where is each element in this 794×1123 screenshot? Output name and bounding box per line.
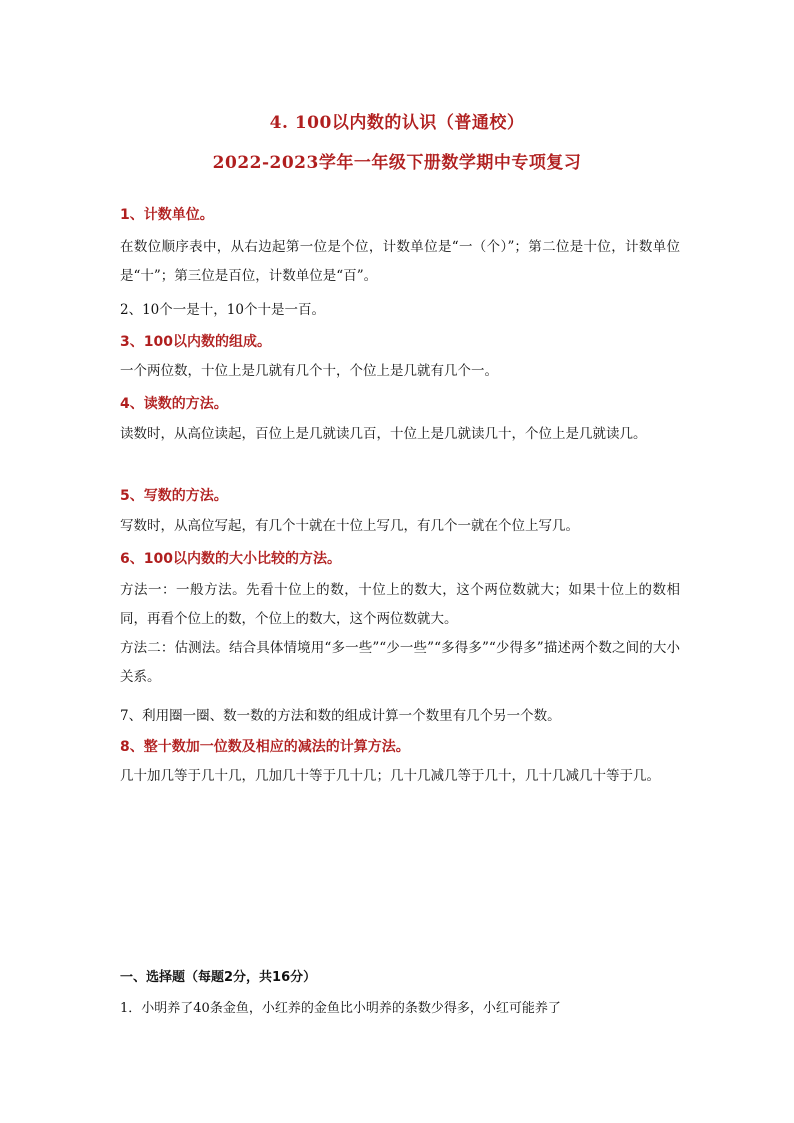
section-1 xyxy=(120,205,680,225)
section-1-body xyxy=(120,233,680,291)
section-4-heading: 4、读数的方法。 xyxy=(120,396,228,412)
section-5-heading: 5、写数的方法。 xyxy=(120,488,228,504)
section-3-body xyxy=(120,357,680,386)
section-4 xyxy=(120,394,680,414)
section-5 xyxy=(120,486,680,506)
section-7 xyxy=(120,702,680,731)
section-6-method-1: 方法一：一般方法。先看十位上的数，十位上的数大，这个两位数就大；如果十位上的数相同，再看个位上的数，个位上的数大，这个两位数就大。 xyxy=(120,582,680,627)
section-4-text: 读数时，从高位读起，百位上是几就读几百，十位上是几就读几十，个位上是几就读几。 xyxy=(120,426,647,442)
document-title: 4. 100以内数的认识（普通校） xyxy=(269,113,525,133)
section-3 xyxy=(120,332,680,352)
question-section-heading: 一、选择题（每题2分，共16分） xyxy=(120,970,317,985)
section-3-text: 一个两位数，十位上是几就有几个十，个位上是几就有几个一。 xyxy=(120,363,498,379)
section-8-text: 几十加几等于几十几，几加几十等于几十几；几十几减几等于几十，几十几减几十等于几。 xyxy=(120,768,660,784)
section-6 xyxy=(120,549,680,569)
section-3-heading: 3、100以内数的组成。 xyxy=(120,334,271,350)
section-6-method-2: 方法二：估测法。结合具体情境用“多一些”“少一些”“多得多”“少得多”描述两个数之间的大小关系。 xyxy=(120,640,680,685)
section-8 xyxy=(120,737,680,757)
section-6-body xyxy=(120,576,680,692)
section-5-text: 写数时，从高位写起，有几个十就在十位上写几，有几个一就在个位上写几。 xyxy=(120,518,579,534)
document-subtitle: 2022-2023学年一年级下册数学期中专项复习 xyxy=(212,153,582,173)
section-6-heading: 6、100以内数的大小比较的方法。 xyxy=(120,551,341,567)
section-2 xyxy=(120,296,680,325)
section-1-heading: 1、计数单位。 xyxy=(120,207,214,223)
section-8-heading: 8、整十数加一位数及相应的减法的计算方法。 xyxy=(120,739,410,755)
section-4-body xyxy=(120,420,680,449)
section-7-text: 7、利用圈一圈、数一数的方法和数的组成计算一个数里有几个另一个数。 xyxy=(120,708,561,724)
section-5-body xyxy=(120,512,680,541)
section-1-text: 在数位顺序表中，从右边起第一位是个位，计数单位是“一（个）”；第二位是十位，计数单位是“十”；第三位是百位，计数单位是“百”。 xyxy=(120,239,680,284)
question-1-text: 1．小明养了40条金鱼，小红养的金鱼比小明养的条数少得多，小红可能养了 xyxy=(120,1001,561,1016)
section-2-text: 2、10个一是十，10个十是一百。 xyxy=(120,302,325,318)
section-8-body xyxy=(120,762,680,791)
